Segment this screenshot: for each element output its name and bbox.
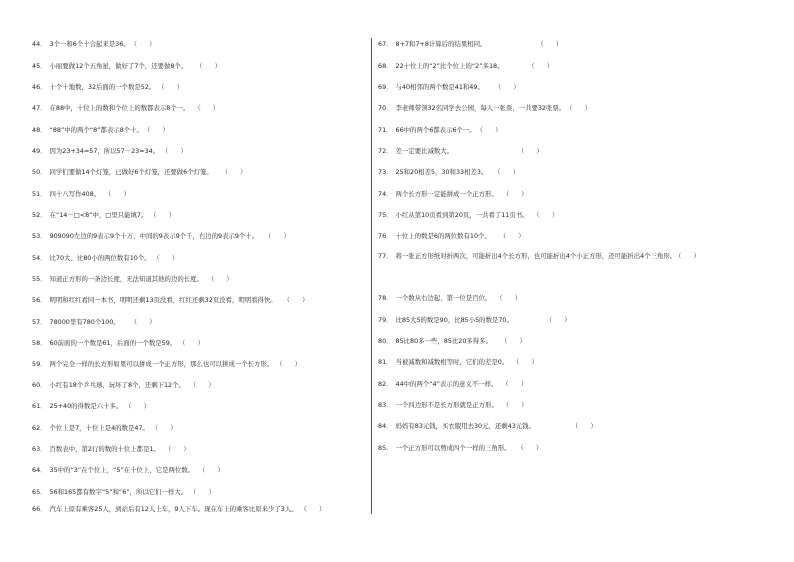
answer-blank[interactable]: （ ）: [497, 168, 520, 176]
question-text: 知道正方形的一条边长度，无法知道其他的边的长度。: [49, 275, 203, 283]
question-number: 75．: [378, 211, 393, 219]
question-item: [32, 168, 247, 177]
question-item: [32, 147, 187, 156]
question-number: 72．: [378, 147, 393, 155]
question-number: 69．: [378, 83, 393, 91]
answer-blank[interactable]: （ ）: [499, 294, 522, 302]
answer-blank[interactable]: （ ）: [521, 147, 543, 155]
question-number: 80．: [378, 337, 393, 345]
question-item: [32, 466, 224, 475]
question-text: 差一定要比减数大。: [395, 147, 454, 155]
answer-blank[interactable]: （ ）: [146, 126, 169, 134]
question-number: 56．: [32, 296, 47, 304]
question-number: 48．: [32, 126, 47, 134]
question-number: 85．: [378, 444, 393, 452]
question-text: 一个数从右边起，第一位是百位。: [395, 294, 492, 302]
question-item: [32, 339, 204, 348]
question-number: 65．: [32, 488, 47, 496]
column-divider: [371, 38, 372, 514]
answer-blank[interactable]: （ ）: [133, 318, 156, 326]
question-number: 81．: [378, 358, 393, 366]
answer-blank[interactable]: （ ）: [165, 147, 187, 155]
answer-blank[interactable]: （ ）: [531, 62, 554, 70]
question-text: 因为23+34=57，所以57－23=34。: [49, 147, 160, 155]
question-number: 84．: [378, 422, 393, 430]
question-item: [378, 83, 520, 92]
question-item: [378, 232, 525, 241]
question-text: 在“14－□<8”中，□里只能填7。: [49, 211, 148, 219]
answer-blank[interactable]: （ ）: [303, 505, 326, 513]
question-number: 82．: [378, 380, 393, 388]
question-number: 76．: [378, 232, 393, 240]
question-text: 两个长方形一定能拼成一个正方形。: [395, 190, 498, 198]
answer-blank[interactable]: （ ）: [202, 466, 224, 474]
question-text: 25+40的得数是六十多。: [49, 402, 123, 410]
question-text: 78000里有780个100。: [49, 318, 120, 326]
answer-blank[interactable]: （ ）: [279, 360, 301, 368]
question-number: 73．: [378, 168, 393, 176]
question-number: 77．: [378, 252, 393, 260]
answer-blank[interactable]: （ ）: [182, 339, 204, 347]
question-item: [378, 422, 597, 431]
question-text: 小丽要做12个五角星，做好了7个，还要做8个。: [49, 62, 188, 70]
question-item: [378, 444, 542, 453]
answer-blank[interactable]: （ ）: [505, 401, 528, 409]
question-number: 60．: [32, 381, 47, 389]
question-number: 57．: [32, 318, 47, 326]
question-number: 45．: [32, 62, 47, 70]
question-item: [378, 252, 768, 261]
question-item: [378, 380, 527, 389]
answer-blank[interactable]: （ ）: [156, 254, 179, 262]
answer-blank[interactable]: （ ）: [516, 358, 539, 366]
question-number: 46．: [32, 83, 47, 91]
question-item: [32, 381, 215, 390]
answer-blank[interactable]: （ ）: [536, 211, 559, 219]
question-item: [32, 402, 150, 411]
question-text: 小红从第10页看到第20页，一共看了11页书。: [395, 211, 529, 219]
answer-blank[interactable]: （ ）: [502, 232, 525, 240]
question-text: 汽车上原有乘客25人，到站后有12人上车，9人下车。现在车上的乘客比原来少了3人。: [49, 505, 298, 513]
question-number: 70．: [378, 104, 393, 112]
question-text: 与40相邻的两个数是41和49。: [395, 83, 484, 91]
question-number: 49．: [32, 147, 47, 155]
question-item: [32, 190, 130, 199]
question-item: [378, 337, 526, 346]
question-text: 一个正方形可以剪成四个一样的三角形。: [395, 444, 511, 452]
question-number: 62．: [32, 424, 47, 432]
question-item: [378, 316, 571, 325]
answer-blank[interactable]: （ ）: [505, 190, 528, 198]
question-item: [32, 360, 301, 369]
answer-blank[interactable]: （ ）: [128, 402, 151, 410]
question-item: [378, 126, 501, 135]
answer-blank[interactable]: （ ）: [153, 211, 176, 219]
question-text: 十位上的数是6的两位数有10个。: [395, 232, 491, 240]
answer-blank[interactable]: （ ）: [678, 252, 700, 260]
question-item: [32, 424, 177, 433]
question-text: 在88中，十位上的数和个位上的数都表示8个一。: [49, 104, 190, 112]
answer-blank[interactable]: （ ）: [192, 381, 215, 389]
question-item: [378, 190, 528, 199]
question-number: 54．: [32, 254, 47, 262]
question-number: 44．: [32, 40, 47, 48]
answer-blank[interactable]: （ ）: [167, 445, 190, 453]
question-item: [32, 40, 155, 49]
question-number: 78．: [378, 294, 393, 302]
question-text: 百数表中，第2行的数的十位上都是1。: [49, 445, 160, 453]
question-text: 比70大、比80小的两位数有10个。: [49, 254, 151, 262]
question-text: 85比80多一些，85比20多得多。: [395, 337, 492, 345]
answer-blank[interactable]: （ ）: [161, 83, 184, 91]
question-number: 74．: [378, 190, 393, 198]
answer-blank[interactable]: （ ）: [193, 488, 215, 496]
question-number: 61．: [32, 402, 47, 410]
question-item: [32, 104, 219, 113]
question-text: 比85大5的数是90，比85小5的数是70。: [395, 316, 513, 324]
answer-blank[interactable]: （ ）: [497, 83, 520, 91]
question-text: 3个一和6个十合起来是36。: [49, 40, 130, 48]
answer-blank[interactable]: （ ）: [197, 104, 220, 112]
question-number: 47．: [32, 104, 47, 112]
answer-blank[interactable]: （ ）: [224, 168, 247, 176]
question-item: [32, 296, 308, 305]
question-number: 71．: [378, 126, 393, 134]
answer-blank[interactable]: （ ）: [548, 316, 571, 324]
question-item: [378, 294, 521, 303]
question-text: 909090左边的9表示9个十万，中间的9表示9个千，右边的9表示9个十。: [49, 232, 259, 240]
question-item: [32, 318, 156, 327]
question-number: 53．: [32, 232, 47, 240]
question-item: [32, 211, 175, 220]
question-item: [378, 358, 538, 367]
question-number: 52．: [32, 211, 47, 219]
question-number: 50．: [32, 168, 47, 176]
question-text: 25和20相差5，30和33相差3。: [395, 168, 488, 176]
question-item: [32, 254, 178, 263]
question-text: 56和165都有数字“5”和“6”，所以它们一样大。: [49, 488, 188, 496]
answer-blank[interactable]: （ ）: [520, 444, 543, 452]
answer-blank[interactable]: （ ）: [154, 424, 177, 432]
answer-blank[interactable]: （ ）: [574, 422, 597, 430]
question-text: 一个四边形不是长方形就是正方形。: [395, 401, 498, 409]
question-item: [32, 83, 183, 92]
question-number: 67．: [378, 40, 393, 48]
answer-blank[interactable]: （ ）: [569, 104, 591, 112]
question-text: 妈妈有83元钱，买衣服用去30元，还剩43元钱。: [395, 422, 535, 430]
question-number: 58．: [32, 339, 47, 347]
answer-blank[interactable]: （ ）: [268, 232, 290, 240]
question-text: “88”中的两个“8”都表示8个十。: [49, 126, 143, 134]
question-text: 60前面的一个数是61，后面的一个数是59。: [49, 339, 177, 347]
question-text: 当被减数和减数相等时，它们的差是0。: [395, 358, 509, 366]
question-item: [32, 275, 233, 284]
question-text: 四十八写作408。: [49, 190, 101, 198]
answer-blank[interactable]: （ ）: [108, 190, 130, 198]
answer-blank[interactable]: （ ）: [210, 275, 233, 283]
question-text: 小红有18个乒乓球，玩坏了8个，还剩下12个。: [49, 381, 185, 389]
answer-blank[interactable]: （ ）: [503, 337, 526, 345]
question-item: [32, 126, 169, 135]
question-text: 个位上是7，十位上是4的数是47。: [49, 424, 149, 432]
question-item: [378, 104, 591, 113]
question-text: 22十位上的“2”比个位上的“2”多18。: [395, 62, 504, 70]
question-text: 将一张正方形纸对折两次，可能折出4个长方形，也可能折出4个小正方形，还可能折出4个三角形。: [395, 252, 677, 260]
answer-blank[interactable]: （ ）: [286, 296, 309, 304]
question-text: 同学们要做14个灯笼，已做好6个灯笼，还要做6个灯笼。: [49, 168, 213, 176]
question-text: 44中的两个“4”表示的意义不一样。: [395, 380, 498, 388]
question-number: 51．: [32, 190, 47, 198]
question-item: [32, 445, 190, 454]
question-number: 68．: [378, 62, 393, 70]
question-text: 66中的两个6都表示6个一。: [395, 126, 476, 134]
question-text: 35中的“3”在个位上，“5”在十位上，它是两位数。: [49, 466, 195, 474]
question-text: 十个十地数，32后面的一个数是52。: [49, 83, 156, 91]
question-text: 明明和红红看同一本书，明明还剩13页没看，红红还剩32页没看，明明看得快。: [49, 296, 277, 304]
answer-blank[interactable]: （ ）: [133, 40, 156, 48]
question-item: [378, 168, 519, 177]
question-number: 79．: [378, 316, 393, 324]
answer-blank[interactable]: （ ）: [540, 40, 563, 48]
question-number: 83．: [378, 401, 393, 409]
question-item: [32, 232, 290, 241]
question-text: 8+7和7+8计算后的结果相同。: [395, 40, 487, 48]
answer-blank[interactable]: （ ）: [199, 62, 221, 70]
question-number: 59．: [32, 360, 47, 368]
question-text: 两个完全一样的长方形如果可以拼成一个正方形，那么也可以拼成一个长方形。: [49, 360, 274, 368]
question-number: 55．: [32, 275, 47, 283]
answer-blank[interactable]: （ ）: [479, 126, 502, 134]
question-item: [378, 211, 558, 220]
question-item: [32, 505, 325, 514]
question-item: [378, 147, 543, 156]
question-text: 李老师带领32名同学去公园，每人一张票，一共要32张票。: [395, 104, 566, 112]
question-item: [378, 401, 528, 410]
question-number: 64．: [32, 466, 47, 474]
answer-blank[interactable]: （ ）: [505, 380, 528, 388]
question-item: [32, 488, 215, 497]
question-item: [378, 40, 562, 49]
question-number: 63．: [32, 445, 47, 453]
question-item: [32, 62, 221, 71]
question-item: [378, 62, 553, 71]
question-number: 66．: [32, 505, 47, 513]
